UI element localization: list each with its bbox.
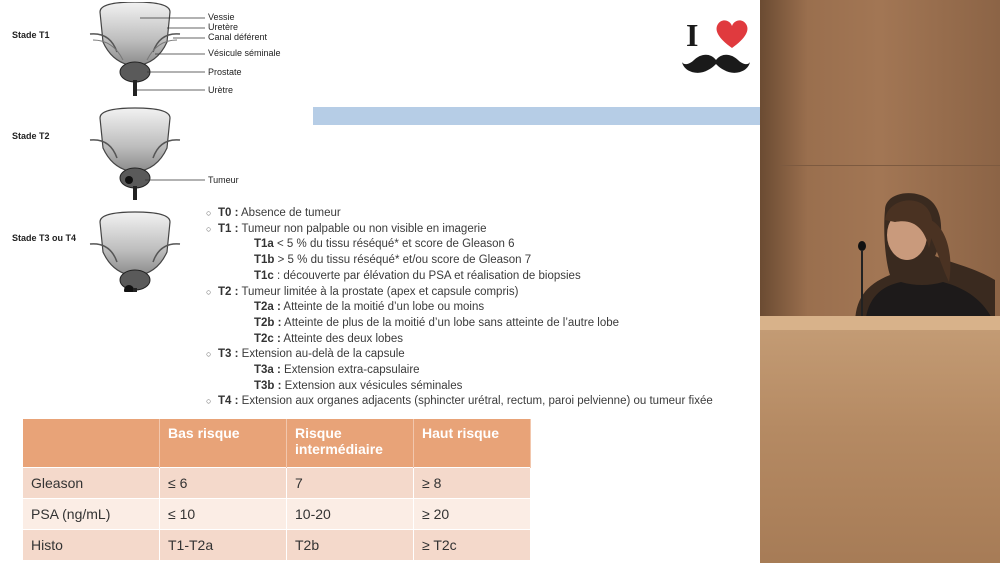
tnm-code: T1a <box>254 238 274 251</box>
tnm-description: Atteinte des deux lobes <box>280 332 403 345</box>
label-vessie: Vessie <box>208 12 235 22</box>
risk-header-intermediate: Risque intermédiaire <box>287 419 414 468</box>
label-prostate: Prostate <box>208 67 242 77</box>
lectern <box>760 330 1000 563</box>
tnm-classification-list <box>206 206 758 410</box>
tnm-description: : découverte par élévation du PSA et réalisation de biopsies <box>273 269 581 282</box>
tnm-code: T4 : <box>218 395 239 408</box>
risk-header-empty <box>23 419 160 468</box>
tnm-code: T1c <box>254 269 274 282</box>
tnm-code: T3 : <box>218 348 239 361</box>
tnm-list-item <box>206 379 758 395</box>
table-cell: Histo <box>23 530 160 561</box>
mustache-icon <box>682 55 750 73</box>
tnm-list-item <box>206 394 758 410</box>
tnm-description: > 5 % du tissu réséqué* et/ou score de Gleason 7 <box>274 254 532 267</box>
table-cell: PSA (ng/mL) <box>23 499 160 530</box>
bullet-icon: ○ <box>206 396 212 407</box>
tnm-code: T2c : <box>254 332 281 345</box>
tnm-description: < 5 % du tissu réséqué* et score de Gleason 6 <box>273 238 515 251</box>
bullet-icon: ○ <box>206 286 212 297</box>
tnm-description: Extension aux organes adjacents (sphincter urétral, rectum, paroi pelvienne) ou tumeur fixée <box>238 395 713 408</box>
tnm-list-item <box>206 253 758 269</box>
tnm-description: Tumeur non palpable ou non visible en imagerie <box>238 222 487 235</box>
table-cell: ≥ 8 <box>414 468 531 499</box>
tnm-code: T3b : <box>254 379 282 392</box>
tnm-code: T2a : <box>254 301 281 314</box>
table-cell: T2b <box>287 530 414 561</box>
tnm-list-item <box>206 332 758 348</box>
tnm-list-item <box>206 206 758 222</box>
label-uretre: Urètre <box>208 85 234 95</box>
table-cell: ≤ 6 <box>160 468 287 499</box>
table-cell: Gleason <box>23 468 160 499</box>
tnm-code: T2 : <box>218 285 239 298</box>
tnm-list-item <box>206 347 758 363</box>
tnm-code: T1b <box>254 254 275 267</box>
tnm-list-item <box>206 285 758 301</box>
tnm-list-item <box>206 237 758 253</box>
risk-table-header-row <box>23 419 531 468</box>
risk-table <box>23 419 531 560</box>
diagram-t1 <box>90 2 180 96</box>
table-cell: ≤ 10 <box>160 499 287 530</box>
stage-t2-label: Stade T2 <box>12 131 50 141</box>
diagram-t3t4 <box>90 212 180 292</box>
speaker-video-feed <box>760 0 1000 563</box>
wall-panel-line <box>780 165 1000 166</box>
stage-t3t4-label: Stade T3 ou T4 <box>12 233 77 243</box>
bullet-icon: ○ <box>206 223 212 234</box>
tnm-list-item <box>206 269 758 285</box>
bullet-icon: ○ <box>206 349 212 360</box>
tnm-code: T1 : <box>218 222 239 235</box>
table-row <box>23 468 531 499</box>
label-uretere: Uretère <box>208 22 239 32</box>
table-cell: 10-20 <box>287 499 414 530</box>
risk-header-low: Bas risque <box>160 419 287 468</box>
tnm-list-item <box>206 316 758 332</box>
table-cell: T1-T2a <box>160 530 287 561</box>
label-canal-deferent: Canal déférent <box>208 32 268 42</box>
table-row <box>23 499 531 530</box>
table-cell: ≥ 20 <box>414 499 531 530</box>
table-row <box>23 530 531 561</box>
table-cell: 7 <box>287 468 414 499</box>
bullet-icon: ○ <box>206 208 212 218</box>
tnm-code: T0 : <box>218 207 239 219</box>
speaker-figure <box>845 190 1000 325</box>
tnm-code: T2b : <box>254 316 282 329</box>
logo-letter-i: I <box>686 17 699 53</box>
tnm-description: Tumeur limitée à la prostate (apex et capsule compris) <box>238 285 519 298</box>
decorative-blue-bar <box>313 107 760 125</box>
tnm-description: Atteinte de la moitié d’un lobe ou moins <box>280 301 485 314</box>
microphone-icon <box>856 240 868 320</box>
tnm-code: T3a : <box>254 364 281 377</box>
tnm-list-item <box>206 222 758 238</box>
tnm-description: Extension extra-capsulaire <box>280 364 420 377</box>
i-love-mustache-logo <box>680 14 752 80</box>
label-tumeur: Tumeur <box>208 175 239 185</box>
risk-header-high: Haut risque <box>414 419 531 468</box>
tnm-description: Absence de tumeur <box>238 207 341 219</box>
diagram-t2 <box>90 108 180 200</box>
stage-t1-label: Stade T1 <box>12 30 50 40</box>
label-vesicule-seminale: Vésicule séminale <box>208 48 281 58</box>
tnm-list-item <box>206 300 758 316</box>
tnm-list-item <box>206 363 758 379</box>
tnm-description: Extension aux vésicules séminales <box>281 379 463 392</box>
lectern-top <box>760 316 1000 330</box>
heart-icon <box>717 20 748 48</box>
tnm-description: Atteinte de plus de la moitié d’un lobe sans atteinte de l’autre lobe <box>281 316 620 329</box>
prostate-anatomy-diagrams <box>85 2 215 292</box>
tnm-description: Extension au-delà de la capsule <box>238 348 405 361</box>
table-cell: ≥ T2c <box>414 530 531 561</box>
